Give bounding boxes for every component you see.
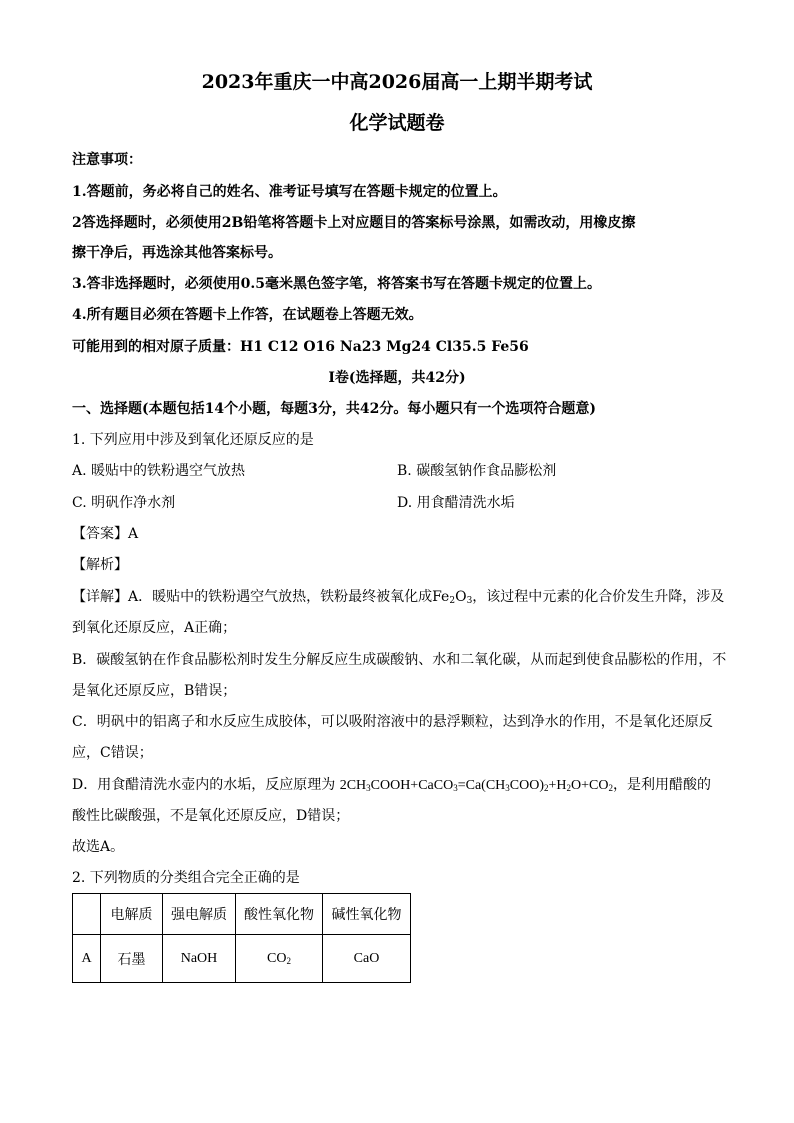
detail-text: D．用食醋清洗水壶内的水垢，反应原理为 (72, 777, 336, 793)
q1-detail-line-5: C．明矾中的铝离子和水反应生成胶体，可以吸附溶液中的悬浮颗粒，达到净水的作用，不是氧化还原反 (72, 714, 713, 730)
detail-tag: 【详解】 (72, 589, 128, 605)
table-cell: NaOH (163, 935, 236, 983)
table-cell: 石墨 (101, 935, 163, 983)
table-cell: A (73, 935, 101, 983)
q1-option-a: A. 暖贴中的铁粉遇空气放热 (72, 463, 246, 479)
exam-subtitle: 化学试题卷 (349, 112, 445, 134)
detail-text: O (455, 589, 467, 605)
detail-text: ，是利用醋酸的 (613, 777, 711, 793)
q1-detail-line-4: 是氧化还原反应，B错误； (72, 683, 237, 699)
notice-item-2: 2答选择题时，必须使用2B铅笔将答题卡上对应题目的答案标号涂黑，如需改动，用橡皮擦 (72, 215, 636, 231)
q1-analysis-tag: 【解析】 (72, 557, 128, 573)
notice-item-2-cont: 擦干净后，再选涂其他答案标号。 (72, 245, 282, 261)
volume-heading: I卷(选择题，共42分) (328, 370, 466, 386)
detail-text: ，该过程中元素的化合价发生升降，涉及 (472, 589, 725, 605)
q1-detail-line-1 (72, 588, 724, 606)
exam-title: 2023年重庆一中高2026届高一上期半期考试 (201, 71, 593, 93)
table-header-cell (73, 894, 101, 935)
table-cell: CaO (323, 935, 411, 983)
table-header-cell: 碱性氧化物 (323, 894, 411, 935)
q1-detail-line-6: 应，C错误； (72, 745, 153, 761)
answer-value: A (128, 526, 139, 542)
q1-detail-line-2: 到氧化还原反应，A正确； (72, 620, 237, 636)
section-heading: 一、选择题(本题包括14个小题，每题3分，共42分。每小题只有一个选项符合题意) (72, 401, 596, 417)
q1-stem: 1. 下列应用中涉及到氧化还原反应的是 (72, 432, 314, 448)
answer-tag: 【答案】 (72, 526, 128, 542)
table-header-cell: 电解质 (101, 894, 163, 935)
atomic-masses: 可能用到的相对原子质量：H1 C12 O16 Na23 Mg24 Cl35.5 Fe56 (72, 339, 529, 355)
q1-detail-line-7 (72, 776, 711, 795)
q1-option-d: D. 用食醋清洗水垢 (397, 495, 515, 511)
reaction-equation: $2CH_3COOH+CaCO_3=Ca(CH_3COO)_2+H_2O+CO_2$ (339, 778, 613, 793)
q1-option-b: B. 碳酸氢钠作食品膨松剂 (397, 463, 557, 479)
q1-detail-line-9: 故选A。 (72, 839, 125, 855)
q1-detail-line-3: B．碳酸氢钠在作食品膨松剂时发生分解反应生成碳酸钠、水和二氧化碳，从而起到使食品膨松的作用，不 (72, 652, 727, 668)
table-header-row (73, 894, 411, 935)
subscript: 2 (449, 596, 456, 606)
table-row (73, 935, 411, 983)
table-cell: $CO_2$ (236, 935, 323, 983)
q1-answer (72, 525, 138, 543)
q2-stem: 2. 下列物质的分类组合完全正确的是 (72, 870, 300, 886)
notice-heading: 注意事项： (72, 152, 142, 168)
classification-table (72, 893, 411, 983)
notice-item-3: 3.答非选择题时，必须使用0.5毫米黑色签字笔，将答案书写在答题卡规定的位置上。 (72, 276, 601, 292)
table-header-cell: 强电解质 (163, 894, 236, 935)
detail-text: A．暖贴中的铁粉遇空气放热，铁粉最终被氧化成Fe (128, 589, 450, 605)
notice-item-4: 4.所有题目必须在答题卡上作答，在试题卷上答题无效。 (72, 307, 423, 323)
notice-item-1: 1.答题前，务必将自己的姓名、准考证号填写在答题卡规定的位置上。 (72, 184, 507, 200)
q1-option-c: C. 明矾作净水剂 (72, 495, 176, 511)
subscript: 3 (466, 596, 473, 606)
q1-detail-line-8: 酸性比碳酸强，不是氧化还原反应，D错误； (72, 808, 350, 824)
table-header-cell: 酸性氧化物 (236, 894, 323, 935)
